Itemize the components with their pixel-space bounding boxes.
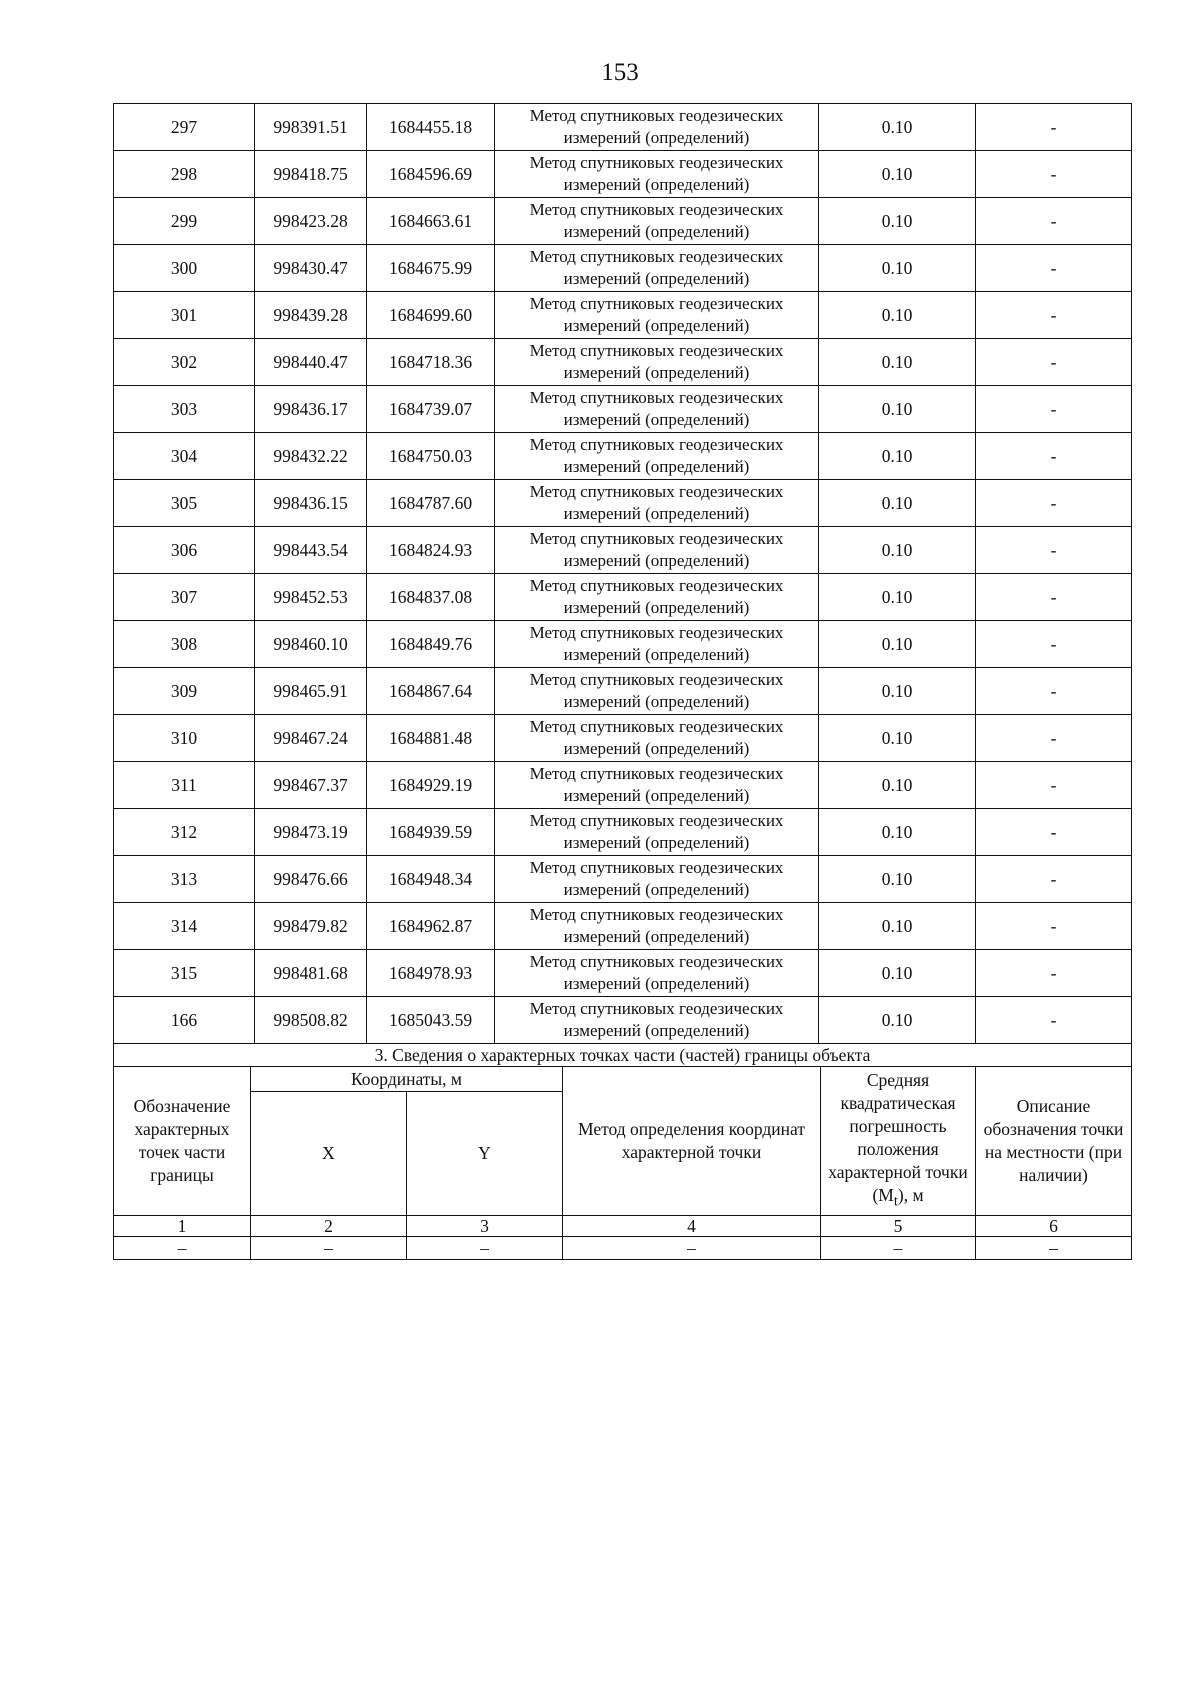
table-row	[114, 950, 1132, 997]
description: -	[976, 621, 1132, 668]
error-value: 0.10	[819, 198, 976, 245]
method-line-2: измерений (определений)	[563, 598, 750, 617]
method-line-2: измерений (определений)	[563, 833, 750, 852]
error-value: 0.10	[819, 480, 976, 527]
method-line-1: Метод спутниковых геодезических	[529, 999, 784, 1018]
error-value: 0.10	[819, 997, 976, 1044]
table-row	[114, 433, 1132, 480]
method-line-1: Метод спутниковых геодезических	[529, 388, 784, 407]
y-coordinate: 1684718.36	[367, 339, 495, 386]
point-number: 305	[114, 480, 255, 527]
method	[495, 997, 819, 1044]
method	[495, 104, 819, 151]
y-coordinate: 1684824.93	[367, 527, 495, 574]
description: -	[976, 997, 1132, 1044]
method-line-1: Метод спутниковых геодезических	[529, 905, 784, 924]
method-line-1: Метод спутниковых геодезических	[529, 106, 784, 125]
x-coordinate: 998481.68	[255, 950, 367, 997]
method-line-1: Метод спутниковых геодезических	[529, 952, 784, 971]
empty-cell-5: –	[821, 1237, 976, 1260]
method-line-1: Метод спутниковых геодезических	[529, 717, 784, 736]
column-number-1: 1	[114, 1216, 251, 1237]
table-row	[114, 762, 1132, 809]
point-number: 308	[114, 621, 255, 668]
description: -	[976, 480, 1132, 527]
x-coordinate: 998479.82	[255, 903, 367, 950]
x-coordinate: 998467.24	[255, 715, 367, 762]
x-coordinate: 998473.19	[255, 809, 367, 856]
error-value: 0.10	[819, 245, 976, 292]
y-coordinate: 1684455.18	[367, 104, 495, 151]
header-error-subscript: t	[893, 1193, 898, 1210]
y-coordinate: 1684787.60	[367, 480, 495, 527]
method	[495, 856, 819, 903]
empty-cell-2: –	[251, 1237, 407, 1260]
y-coordinate: 1684663.61	[367, 198, 495, 245]
y-coordinate: 1684699.60	[367, 292, 495, 339]
point-number: 314	[114, 903, 255, 950]
method-line-2: измерений (определений)	[563, 974, 750, 993]
error-value: 0.10	[819, 950, 976, 997]
column-number-5: 5	[821, 1216, 976, 1237]
error-value: 0.10	[819, 104, 976, 151]
description: -	[976, 809, 1132, 856]
method-line-2: измерений (определений)	[563, 128, 750, 147]
method	[495, 527, 819, 574]
method	[495, 339, 819, 386]
point-number: 301	[114, 292, 255, 339]
y-coordinate: 1684750.03	[367, 433, 495, 480]
description: -	[976, 668, 1132, 715]
description: -	[976, 104, 1132, 151]
table-row	[114, 715, 1132, 762]
y-coordinate: 1684867.64	[367, 668, 495, 715]
point-number: 297	[114, 104, 255, 151]
description: -	[976, 715, 1132, 762]
error-value: 0.10	[819, 574, 976, 621]
x-coordinate: 998465.91	[255, 668, 367, 715]
method	[495, 198, 819, 245]
method-line-1: Метод спутниковых геодезических	[529, 294, 784, 313]
description: -	[976, 433, 1132, 480]
column-number-2: 2	[251, 1216, 407, 1237]
method-line-1: Метод спутниковых геодезических	[529, 529, 784, 548]
method-line-2: измерений (определений)	[563, 645, 750, 664]
header-coordinates: Координаты, м	[251, 1067, 563, 1092]
method-line-2: измерений (определений)	[563, 551, 750, 570]
header-error-unit: ), м	[897, 1184, 924, 1205]
method	[495, 621, 819, 668]
point-number: 298	[114, 151, 255, 198]
point-number: 307	[114, 574, 255, 621]
column-number-3: 3	[407, 1216, 563, 1237]
point-number: 303	[114, 386, 255, 433]
error-value: 0.10	[819, 339, 976, 386]
method-line-1: Метод спутниковых геодезических	[529, 623, 784, 642]
empty-cell-6: –	[976, 1237, 1132, 1260]
point-number: 299	[114, 198, 255, 245]
method-line-1: Метод спутниковых геодезических	[529, 200, 784, 219]
table-row	[114, 386, 1132, 433]
error-value: 0.10	[819, 527, 976, 574]
x-coordinate: 998430.47	[255, 245, 367, 292]
y-coordinate: 1684948.34	[367, 856, 495, 903]
error-value: 0.10	[819, 292, 976, 339]
point-number: 315	[114, 950, 255, 997]
method-line-1: Метод спутниковых геодезических	[529, 811, 784, 830]
header-designation: Обозначение характерных точек части границы	[114, 1067, 251, 1216]
method	[495, 386, 819, 433]
error-value: 0.10	[819, 903, 976, 950]
y-coordinate: 1684962.87	[367, 903, 495, 950]
method-line-1: Метод спутниковых геодезических	[529, 576, 784, 595]
method-line-2: измерений (определений)	[563, 880, 750, 899]
table-row	[114, 574, 1132, 621]
column-number-4: 4	[563, 1216, 821, 1237]
y-coordinate: 1684596.69	[367, 151, 495, 198]
method	[495, 809, 819, 856]
x-coordinate: 998418.75	[255, 151, 367, 198]
section3-table	[113, 1043, 1132, 1260]
method	[495, 574, 819, 621]
method	[495, 950, 819, 997]
y-coordinate: 1684881.48	[367, 715, 495, 762]
point-number: 166	[114, 997, 255, 1044]
method-line-1: Метод спутниковых геодезических	[529, 764, 784, 783]
method-line-2: измерений (определений)	[563, 269, 750, 288]
y-coordinate: 1684849.76	[367, 621, 495, 668]
table-row	[114, 621, 1132, 668]
description: -	[976, 245, 1132, 292]
table-row	[114, 245, 1132, 292]
empty-cell-1: –	[114, 1237, 251, 1260]
x-coordinate: 998443.54	[255, 527, 367, 574]
x-coordinate: 998452.53	[255, 574, 367, 621]
header-description: Описание обозначения точки на местности (при наличии)	[976, 1067, 1132, 1216]
x-coordinate: 998440.47	[255, 339, 367, 386]
method-line-2: измерений (определений)	[563, 739, 750, 758]
error-value: 0.10	[819, 621, 976, 668]
point-number: 311	[114, 762, 255, 809]
description: -	[976, 339, 1132, 386]
method	[495, 903, 819, 950]
y-coordinate: 1684675.99	[367, 245, 495, 292]
table-row	[114, 104, 1132, 151]
point-number: 304	[114, 433, 255, 480]
method	[495, 292, 819, 339]
description: -	[976, 856, 1132, 903]
y-coordinate: 1684939.59	[367, 809, 495, 856]
empty-cell-3: –	[407, 1237, 563, 1260]
table-row	[114, 997, 1132, 1044]
table-row	[114, 339, 1132, 386]
error-value: 0.10	[819, 762, 976, 809]
description: -	[976, 950, 1132, 997]
description: -	[976, 574, 1132, 621]
point-number: 313	[114, 856, 255, 903]
x-coordinate: 998423.28	[255, 198, 367, 245]
error-value: 0.10	[819, 151, 976, 198]
point-number: 312	[114, 809, 255, 856]
description: -	[976, 151, 1132, 198]
table-row	[114, 668, 1132, 715]
x-coordinate: 998508.82	[255, 997, 367, 1044]
page-number: 153	[601, 59, 639, 86]
error-value: 0.10	[819, 856, 976, 903]
method	[495, 480, 819, 527]
header-error	[821, 1067, 976, 1216]
x-coordinate: 998467.37	[255, 762, 367, 809]
y-coordinate: 1684739.07	[367, 386, 495, 433]
x-coordinate: 998476.66	[255, 856, 367, 903]
method-line-2: измерений (определений)	[563, 927, 750, 946]
header-y: Y	[407, 1092, 563, 1216]
method-line-2: измерений (определений)	[563, 316, 750, 335]
description: -	[976, 198, 1132, 245]
error-value: 0.10	[819, 715, 976, 762]
section3-title: 3. Сведения о характерных точках части (частей) границы объекта	[114, 1044, 1132, 1067]
y-coordinate: 1685043.59	[367, 997, 495, 1044]
x-coordinate: 998436.17	[255, 386, 367, 433]
header-method: Метод определения координат характерной точки	[563, 1067, 821, 1216]
method	[495, 433, 819, 480]
description: -	[976, 292, 1132, 339]
table-row	[114, 809, 1132, 856]
method-line-1: Метод спутниковых геодезических	[529, 482, 784, 501]
table-row	[114, 292, 1132, 339]
description: -	[976, 386, 1132, 433]
point-number: 306	[114, 527, 255, 574]
point-number: 310	[114, 715, 255, 762]
table-row	[114, 198, 1132, 245]
table-row	[114, 480, 1132, 527]
method-line-1: Метод спутниковых геодезических	[529, 153, 784, 172]
y-coordinate: 1684837.08	[367, 574, 495, 621]
method	[495, 668, 819, 715]
description: -	[976, 527, 1132, 574]
method-line-1: Метод спутниковых геодезических	[529, 670, 784, 689]
error-value: 0.10	[819, 433, 976, 480]
table-row	[114, 527, 1132, 574]
method-line-2: измерений (определений)	[563, 786, 750, 805]
method-line-2: измерений (определений)	[563, 504, 750, 523]
method-line-2: измерений (определений)	[563, 457, 750, 476]
description: -	[976, 903, 1132, 950]
method	[495, 151, 819, 198]
table-row	[114, 903, 1132, 950]
method-line-2: измерений (определений)	[563, 410, 750, 429]
method-line-1: Метод спутниковых геодезических	[529, 858, 784, 877]
point-number: 309	[114, 668, 255, 715]
x-coordinate: 998391.51	[255, 104, 367, 151]
x-coordinate: 998460.10	[255, 621, 367, 668]
y-coordinate: 1684929.19	[367, 762, 495, 809]
method-line-2: измерений (определений)	[563, 1021, 750, 1040]
method-line-1: Метод спутниковых геодезических	[529, 247, 784, 266]
method-line-2: измерений (определений)	[563, 692, 750, 711]
column-number-6: 6	[976, 1216, 1132, 1237]
method-line-2: измерений (определений)	[563, 222, 750, 241]
header-x: X	[251, 1092, 407, 1216]
error-value: 0.10	[819, 668, 976, 715]
x-coordinate: 998436.15	[255, 480, 367, 527]
error-value: 0.10	[819, 809, 976, 856]
method-line-1: Метод спутниковых геодезических	[529, 435, 784, 454]
x-coordinate: 998439.28	[255, 292, 367, 339]
empty-cell-4: –	[563, 1237, 821, 1260]
x-coordinate: 998432.22	[255, 433, 367, 480]
method	[495, 245, 819, 292]
method-line-2: измерений (определений)	[563, 175, 750, 194]
description: -	[976, 762, 1132, 809]
table-row	[114, 151, 1132, 198]
header-error-text: Средняя квадратическая погрешность положения характерной точки (M	[828, 1069, 968, 1205]
error-value: 0.10	[819, 386, 976, 433]
y-coordinate: 1684978.93	[367, 950, 495, 997]
characteristic-points-table	[113, 103, 1132, 1044]
method	[495, 762, 819, 809]
method	[495, 715, 819, 762]
method-line-2: измерений (определений)	[563, 363, 750, 382]
point-number: 302	[114, 339, 255, 386]
table-row	[114, 856, 1132, 903]
method-line-1: Метод спутниковых геодезических	[529, 341, 784, 360]
point-number: 300	[114, 245, 255, 292]
